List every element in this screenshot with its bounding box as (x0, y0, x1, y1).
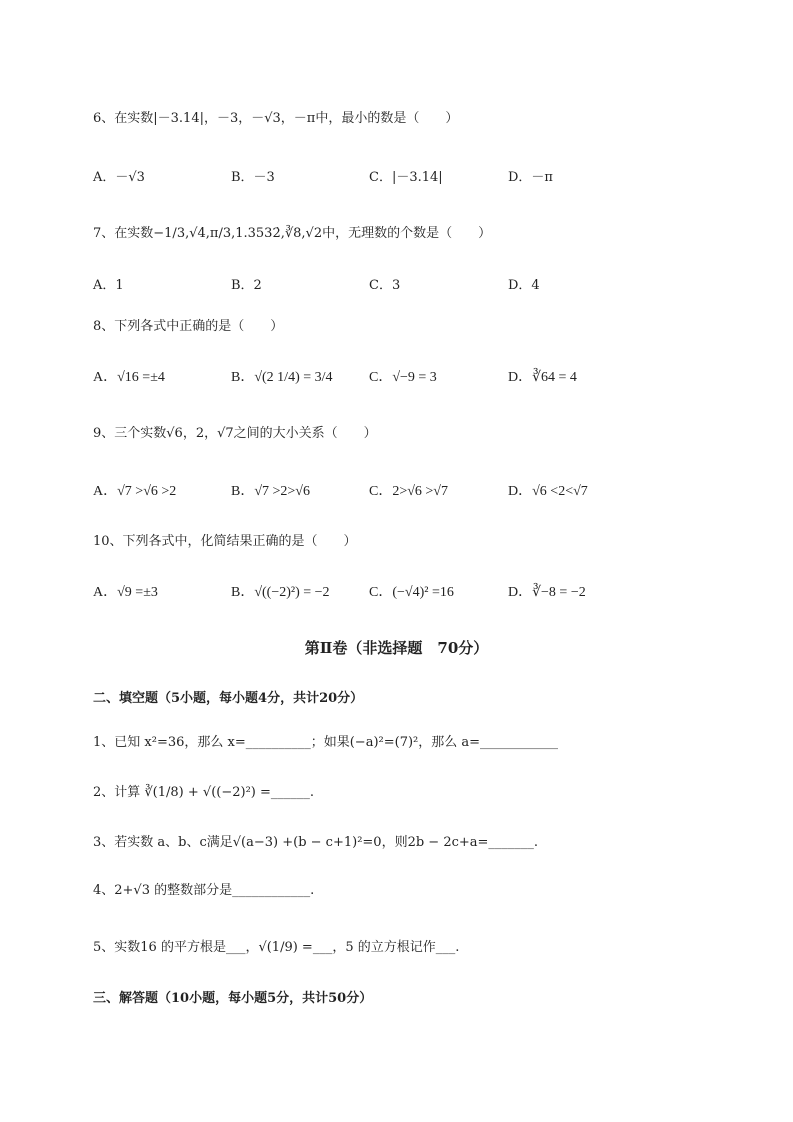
q6-option-b: B．－3 (231, 170, 275, 185)
q6-option-a: A．－√3 (93, 170, 145, 185)
q9-option-d: D．√6 <2<√7 (508, 484, 588, 499)
question-8: 8、下列各式中正确的是（ ） (93, 319, 284, 334)
q9-option-a: A．√7 >√6 >2 (93, 484, 177, 499)
q10-option-c: C．(−√4)² =16 (369, 585, 454, 600)
q8-option-a: A．√16 =±4 (93, 370, 165, 385)
question-7: 7、在实数−1/3,√4,π/3,1.3532̇,∛8,√2中，无理数的个数是（ ） (93, 226, 492, 241)
fill-item-2: 2、计算 ∛(1/8) + √((−2)²) =______. (93, 785, 315, 800)
q10-option-a: A．√9 =±3 (93, 585, 158, 600)
section3-heading: 三、解答题（10小题，每小题5分，共计50分） (93, 991, 373, 1006)
question-10: 10、下列各式中，化简结果正确的是（ ） (93, 534, 357, 549)
q6-option-c: C．|－3.14| (369, 170, 443, 185)
q7-option-c: C．3 (369, 278, 401, 293)
fill-item-4: 4、2+√3 的整数部分是____________. (93, 883, 315, 898)
fill-item-1: 1、已知 x²=36，那么 x=__________；如果(−a)²=(7)²，那么 a=____________ (93, 735, 559, 750)
q8-option-d: D．∛64 = 4 (508, 370, 577, 385)
question-9: 9、三个实数√6，2，√7之间的大小关系（ ） (93, 426, 377, 441)
q7-option-b: B．2 (231, 278, 262, 293)
q9-option-b: B．√7 >2>√6 (231, 484, 310, 499)
question-6: 6、在实数|－3.14|，－3，－√3，－π中，最小的数是（ ） (93, 111, 459, 126)
q6-option-d: D．－π (508, 170, 553, 185)
fill-item-5: 5、实数16 的平方根是___，√(1/9) =___，5 的立方根记作___. (93, 940, 460, 955)
q8-option-b: B．√(2 1/4) = 3/4 (231, 370, 333, 385)
q7-option-d: D．4 (508, 278, 540, 293)
q9-option-c: C．2>√6 >√7 (369, 484, 448, 499)
q10-option-b: B．√((−2)²) = −2 (231, 585, 330, 600)
q8-option-c: C．√−9 = 3 (369, 370, 437, 385)
q7-option-a: A．1 (93, 278, 124, 293)
q10-option-d: D．∛−8 = −2 (508, 585, 586, 600)
part-title: 第Ⅱ卷（非选择题 70分） (304, 639, 489, 657)
section2-heading: 二、填空题（5小题，每小题4分，共计20分） (93, 691, 364, 706)
fill-item-3: 3、若实数 a、b、c满足√(a−3) +(b − c+1)²=0，则2b − 2c+a=_______. (93, 835, 539, 850)
